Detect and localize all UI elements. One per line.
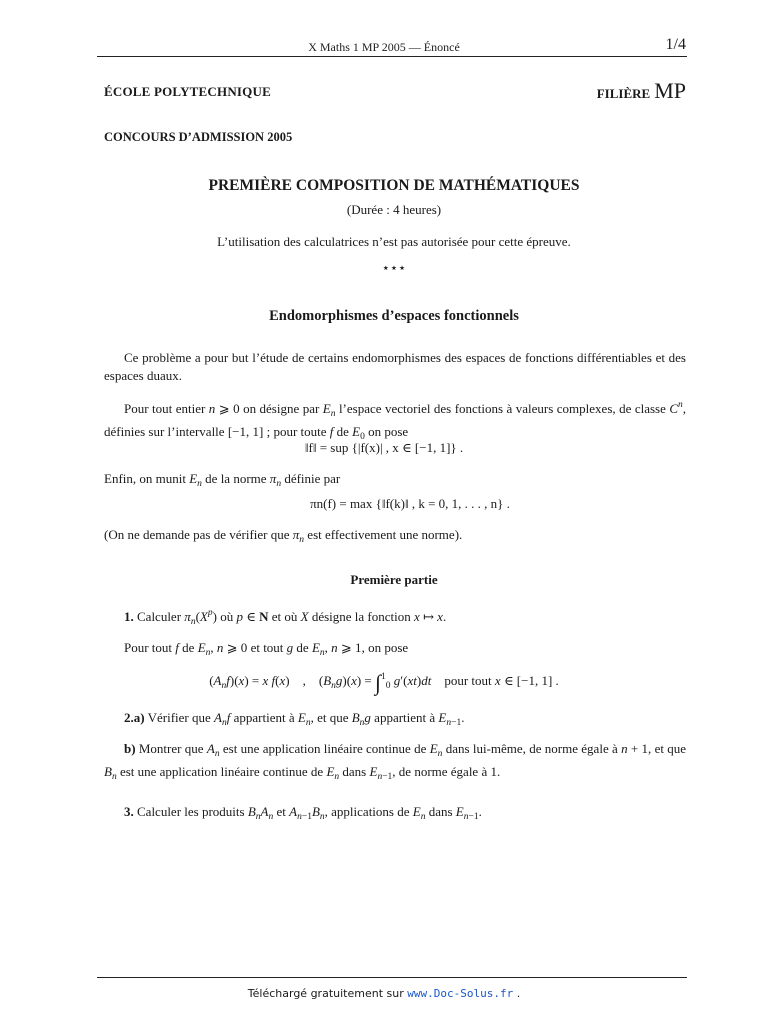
footer-divider (97, 977, 687, 978)
calculator-notice: L’utilisation des calculatrices n’est pas autorisée pour cette épreuve. (217, 234, 571, 249)
question-1: 1. Calculer $\pi_n(X^p)$ où p ∈ N et où X désigne la fonction x ↦ x. (124, 608, 447, 627)
header-divider (97, 56, 687, 57)
footer-link[interactable]: www.Doc-Solus.fr (407, 987, 514, 1000)
pi-norm-formula: πn(f) = max {‖f(k)‖ , k = 0, 1, . . . , n} . (310, 496, 510, 511)
header-title: X Maths 1 MP 2005 — Énoncé (308, 40, 460, 54)
question-2b: b) Montrer que $A_n$ est une application linéaire continue de $E_n$ dans lui-même, de norme égale à n + 1, et que $B_n$ est une application linéaire continue de $E_n$ dans $E_{n-1}$, de norme égale à 1. (104, 741, 687, 782)
part-title: Première partie (350, 572, 438, 587)
filiere-value: MP (654, 78, 686, 103)
filiere-label: FILIÈRE (596, 86, 651, 101)
page-number: 1/4 (665, 36, 686, 53)
section-title: Endomorphismes d’espaces fonctionnels (269, 308, 519, 324)
duration: (Durée : 4 heures) (346, 202, 442, 217)
definition-paragraph: Pour tout entier n ⩾ 0 on désigne par $E_n$ l’espace vectoriel des fonctions à valeurs complexes, de classe $C^n$, définies sur l’intervalle [−1, 1] ; pour toute f de $E_0$ on pose (104, 400, 687, 442)
operator-definition-paragraph: Pour tout f de $E_n$, n ⩾ 0 et tout g de $E_n$, n ⩾ 1, on pose (124, 640, 409, 658)
sup-norm-formula: ‖f‖ = sup {|f(x)| , x ∈ [−1, 1]} . (304, 440, 464, 455)
question-2a: 2.a) Vérifier que $A_nf$ appartient à $E_n$, et que $B_ng$ appartient à $E_{n-1}$. (124, 710, 465, 728)
operator-formula: $(A_nf)(x) = x$ f(x) , $(B_ng)(x) = \int^1_0$ g′(xt)dt pour tout x ∈ [−1, 1] . (209, 670, 559, 695)
separator-stars: ⋆⋆⋆ (381, 260, 407, 275)
intro-paragraph: Ce problème a pour but l’étude de certains endomorphismes des espaces de fonctions différentiables et des espaces duaux. (104, 350, 686, 383)
footer: Téléchargé gratuitement sur www.Doc-Solus.fr . (247, 987, 521, 1000)
concours-title: CONCOURS D’ADMISSION 2005 (104, 130, 293, 144)
school-name: ÉCOLE POLYTECHNIQUE (104, 84, 271, 99)
question-3: 3. Calculer les produits $B_nA_n$ et $A_{n-1}B_n$, applications de $E_n$ dans $E_{n-1}$. (124, 804, 482, 822)
footer-text: Téléchargé gratuitement sur (247, 987, 404, 1000)
filiere (500, 78, 686, 104)
remark-paragraph: (On ne demande pas de vérifier que $\pi_n$ est effectivement une norme). (104, 527, 463, 545)
composition-title: PREMIÈRE COMPOSITION DE MATHÉMATIQUES (208, 177, 580, 194)
norm-paragraph: Enfin, on munit $E_n$ de la norme $\pi_n$ définie par (104, 471, 341, 489)
